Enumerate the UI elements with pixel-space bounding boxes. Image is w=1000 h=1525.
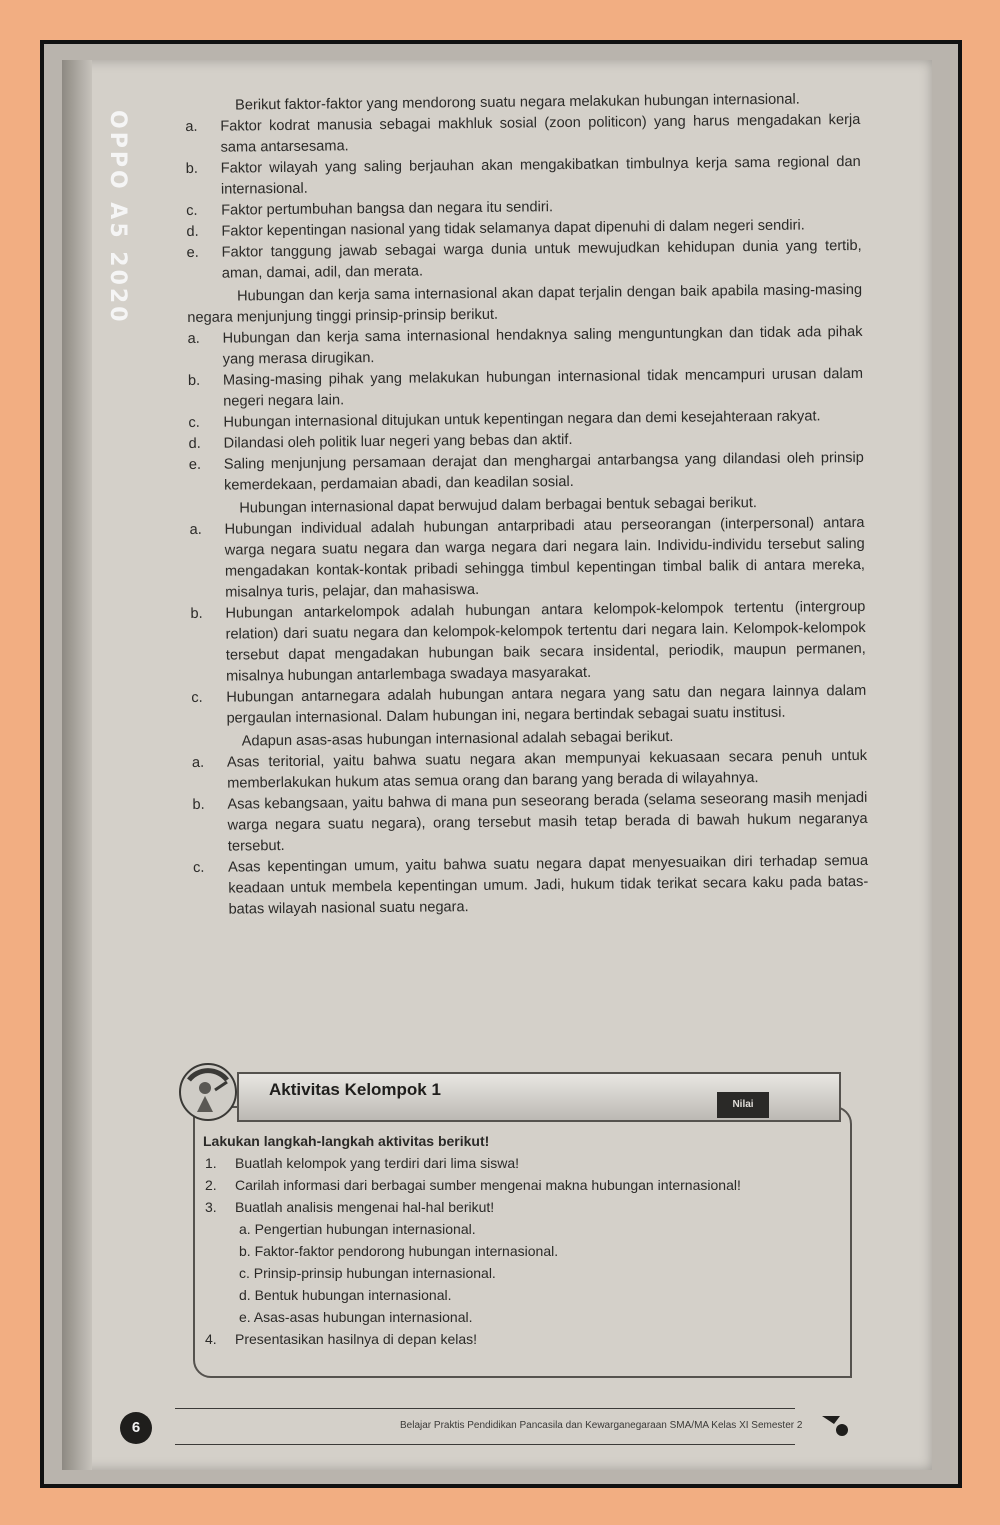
list-item: a. Pengertian hubungan internasional. xyxy=(239,1221,476,1237)
principle-basis-list xyxy=(192,746,869,921)
list-item: d. Bentuk hubungan internasional. xyxy=(239,1287,452,1303)
list-item: b. Asas kebangsaan, yaitu bahwa di mana pun seseorang berada (selama seseorang masih menjadi warga negara suatu negara), orang tersebut masih tetap berada di bawah hukum negaranya tersebut. xyxy=(192,789,868,855)
page-content xyxy=(185,89,869,921)
activity-title: Aktivitas Kelompok 1 xyxy=(269,1080,441,1099)
activity-lead: Lakukan langkah-langkah aktivitas berikut! xyxy=(203,1133,490,1149)
section-intro: Adapun asas-asas hubungan internasional adalah sebagai berikut. xyxy=(241,728,674,750)
score-badge: Nilai xyxy=(717,1092,769,1118)
activity-instructions xyxy=(203,1130,833,1350)
list-item: 2. Carilah informasi dari berbagai sumber mengenai makna hubungan internasional! xyxy=(205,1177,741,1193)
list-item: c. Hubungan internasional ditujukan untuk kepentingan negara dan demi kesejahteraan rakyat. xyxy=(188,408,821,431)
page-number: 6 xyxy=(120,1412,152,1444)
list-item: b. Masing-masing pihak yang melakukan hubungan internasional tidak mencampuri urusan dalam negeri negara lain. xyxy=(187,365,864,410)
book-title: Belajar Praktis Pendidikan Pancasila dan Kewarganegaraan SMA/MA Kelas XI Semester 2 xyxy=(400,1420,803,1431)
section-intro: Hubungan internasional dapat berwujud dalam berbagai bentuk sebagai berikut. xyxy=(239,495,758,517)
principle-list xyxy=(187,322,864,497)
list-item: d. Faktor kepentingan nasional yang tidak selamanya dapat dipenuhi di dalam negeri sendiri. xyxy=(186,217,805,240)
form-list xyxy=(189,513,866,730)
list-item: e. Faktor tanggung jawab sebagai warga dunia untuk mewujudkan kehidupan dunia yang tertib, aman, damai, adil, dan merata. xyxy=(186,237,862,282)
list-item: 4. Presentasikan hasilnya di depan kelas! xyxy=(205,1331,478,1347)
camera-watermark: OPPO A5 2020 xyxy=(105,110,130,325)
list-item: c. Prinsip-prinsip hubungan internasional. xyxy=(239,1265,496,1281)
list-item: a. Faktor kodrat manusia sebagai makhluk sosial (zoon politicon) yang harus mengadakan kerja sama antarsesama. xyxy=(185,111,861,156)
footer-divider xyxy=(175,1444,795,1445)
list-item: 1. Buatlah kelompok yang terdiri dari lima siswa! xyxy=(205,1155,520,1171)
activity-header xyxy=(237,1072,841,1122)
list-item: a. Asas teritorial, yaitu bahwa suatu negara akan mempunyai kekuasaan secara penuh untuk memberlakukan hukum atas semua orang dan barang yang berada di wilayahnya. xyxy=(191,747,868,792)
list-item: a. Hubungan dan kerja sama internasional hendaknya saling menguntungkan dan tidak ada pihak yang merasa dirugikan. xyxy=(187,323,863,368)
list-item: c. Asas kepentingan umum, yaitu bahwa suatu negara dapat menyesuaikan diri terhadap semua keadaan untuk membela kepentingan umum. Jadi, hukum tidak terikat secara kaku pada batas-batas wilayah nasional suatu negara. xyxy=(193,852,869,918)
list-item: c. Faktor pertumbuhan bangsa dan negara itu sendiri. xyxy=(186,199,554,219)
factor-list xyxy=(185,110,862,285)
list-item: e. Asas-asas hubungan internasional. xyxy=(239,1309,473,1325)
activity-box xyxy=(185,1072,847,1377)
analysis-sublist xyxy=(203,1218,833,1328)
step-list xyxy=(203,1152,833,1218)
list-item: c. Hubungan antarnegara adalah hubungan antara negara yang satu dan negara lainnya dalam pergaulan internasional. Dalam hubungan ini, negara bertindak sebagai suatu institusi. xyxy=(191,682,867,727)
list-item: e. Saling menjunjung persamaan derajat dan menghargai antarbangsa yang dilandasi oleh prinsip kemerdekaan, perdamaian abadi, dan keadilan sosial. xyxy=(188,449,864,494)
list-item: b. Faktor-faktor pendorong hubungan internasional. xyxy=(239,1243,559,1259)
final-step xyxy=(203,1328,833,1350)
group-activity-icon xyxy=(175,1060,241,1124)
page-gutter-shadow xyxy=(62,60,92,1470)
list-item: 3. Buatlah analisis mengenai hal-hal berikut! xyxy=(205,1199,495,1215)
list-item: b. Faktor wilayah yang saling berjauhan akan mengakibatkan timbulnya kerja sama regional dan internasional. xyxy=(185,153,861,198)
list-item: b. Hubungan antarkelompok adalah hubungan antara kelompok-kelompok tertentu (intergroup relation) dari suatu negara dan kelompok-kelompok tertentu dari negara lain. Kelompok-kelompok tersebut dapat mengadakan hubungan baik secara insidental, periodik, maupun permanen, misalnya hubungan antarlembaga swadaya masyarakat. xyxy=(190,598,866,685)
page-footer xyxy=(120,1408,850,1448)
publisher-logo-icon xyxy=(820,1410,850,1440)
section-intro: Hubungan dan kerja sama internasional akan dapat terjalin dengan baik apabila masing-masing negara menjunjung tinggi prinsip-prinsip berikut. xyxy=(187,281,863,326)
section-intro: Berikut faktor-faktor yang mendorong suatu negara melakukan hubungan internasional. xyxy=(235,91,800,114)
list-item: a. Hubungan individual adalah hubungan antarpribadi atau perseorangan (interpersonal) antara warga negara suatu negara dan warga negara dari negara lain. Individu-individu tersebut saling mengadakan kontak-kontak pribadi sehingga timbul kepentingan timbal balik di antara mereka, misalnya turis, pelajar, dan mahasiswa. xyxy=(189,514,866,601)
footer-divider xyxy=(175,1408,795,1409)
list-item: d. Dilandasi oleh politik luar negeri yang bebas dan aktif. xyxy=(188,431,573,452)
